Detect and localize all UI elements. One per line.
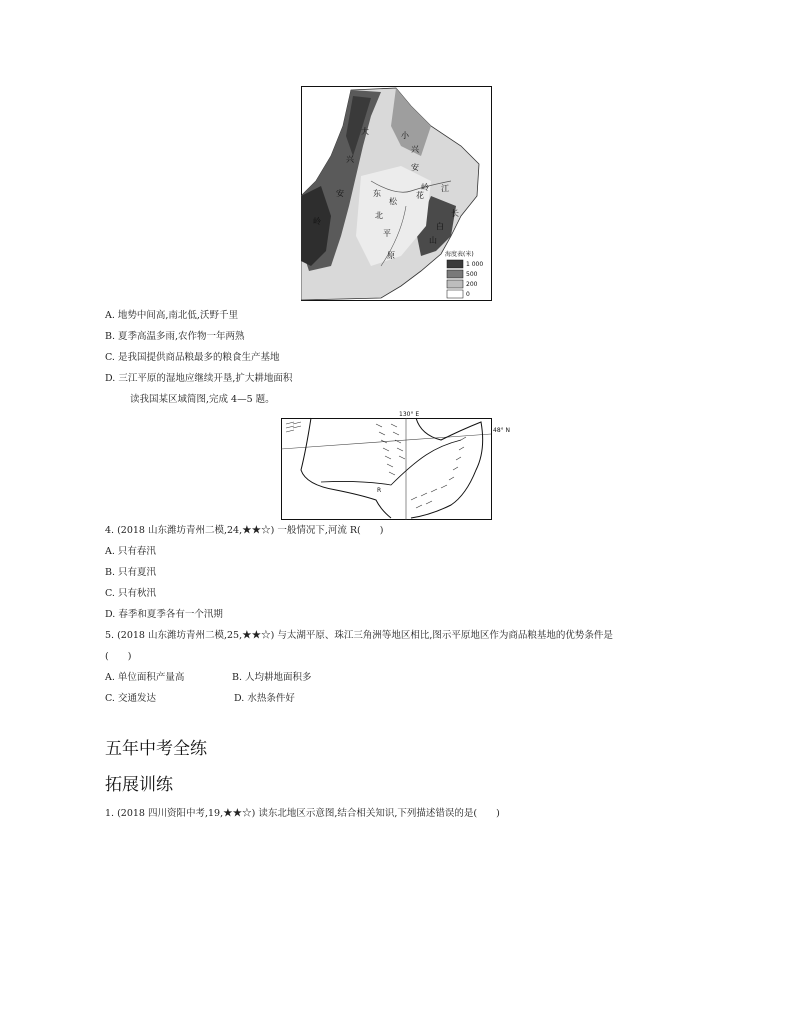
legend-level-1000: 1 000 bbox=[466, 261, 484, 268]
river-label: R bbox=[377, 487, 382, 494]
legend-level-200: 200 bbox=[466, 281, 478, 288]
label-da: 大 bbox=[361, 127, 369, 136]
q5-option-c: C. 交通发达 bbox=[105, 693, 156, 704]
q4-option-b: B. 只有夏汛 bbox=[105, 567, 157, 578]
legend-title: 海度表(米) bbox=[445, 251, 474, 258]
section-title: 五年中考全练 bbox=[105, 739, 207, 759]
label-chang: 长 bbox=[451, 209, 459, 218]
label-an-1: 安 bbox=[336, 189, 344, 198]
label-jiang: 江 bbox=[441, 184, 449, 193]
q5-paren: ( ) bbox=[105, 651, 132, 662]
region-sketch-figure bbox=[281, 410, 516, 520]
relief-map-svg bbox=[301, 86, 492, 301]
label-dong: 东 bbox=[373, 189, 381, 198]
q1-stem: 1. (2018 四川资阳中考,19,★★☆) 读东北地区示意图,结合相关知识,下列描述错误的是( ) bbox=[105, 808, 500, 819]
label-ling-2: 岭 bbox=[421, 183, 429, 192]
label-yuan: 原 bbox=[387, 251, 395, 260]
q4-stem: 4. (2018 山东潍坊青州二模,24,★★☆) 一般情况下,河流 R( ) bbox=[105, 525, 384, 536]
legend-swatch-0 bbox=[447, 290, 463, 298]
q5-stem: 5. (2018 山东潍坊青州二模,25,★★☆) 与太湖平原、珠江三角洲等地区相比,图示平原地区作为商品粮基地的优势条件是 bbox=[105, 630, 613, 641]
label-xiao: 小 bbox=[401, 131, 409, 140]
latitude-label: 48° N bbox=[493, 427, 511, 434]
q4-option-a: A. 只有春汛 bbox=[105, 546, 156, 557]
region-sketch-svg bbox=[281, 410, 516, 520]
subsection-title: 拓展训练 bbox=[105, 775, 173, 795]
label-song: 松 bbox=[389, 197, 397, 206]
intro-text: 读我国某区域简图,完成 4—5 题。 bbox=[130, 394, 275, 405]
option-c-prev: C. 是我国提供商品粮最多的粮食生产基地 bbox=[105, 352, 280, 363]
q5-option-d: D. 水热条件好 bbox=[234, 693, 295, 704]
label-hua: 花 bbox=[416, 191, 424, 200]
label-bai: 白 bbox=[436, 222, 444, 231]
longitude-label: 130° E bbox=[399, 411, 420, 418]
label-ping: 平 bbox=[383, 229, 391, 238]
label-ling-1: 岭 bbox=[313, 217, 321, 226]
label-shan: 山 bbox=[429, 236, 437, 245]
option-a-prev: A. 地势中间高,南北低,沃野千里 bbox=[105, 310, 238, 321]
q5-option-a: A. 单位面积产量高 bbox=[105, 672, 185, 683]
legend-swatch-200 bbox=[447, 280, 463, 288]
label-xing-1: 兴 bbox=[346, 155, 354, 164]
option-b-prev: B. 夏季高温多雨,农作物一年两熟 bbox=[105, 331, 245, 342]
q4-option-d: D. 春季和夏季各有一个汛期 bbox=[105, 609, 223, 620]
legend-swatch-500 bbox=[447, 270, 463, 278]
q4-option-c: C. 只有秋汛 bbox=[105, 588, 156, 599]
label-bei: 北 bbox=[375, 211, 383, 220]
option-d-prev: D. 三江平原的湿地应继续开垦,扩大耕地面积 bbox=[105, 373, 293, 384]
label-xing-2: 兴 bbox=[411, 145, 419, 154]
legend-swatch-1000 bbox=[447, 260, 463, 268]
legend-level-0: 0 bbox=[466, 291, 470, 298]
label-an-2: 安 bbox=[411, 163, 419, 172]
relief-map-figure bbox=[301, 86, 492, 301]
q5-option-b: B. 人均耕地面积多 bbox=[232, 672, 312, 683]
legend-level-500: 500 bbox=[466, 271, 478, 278]
